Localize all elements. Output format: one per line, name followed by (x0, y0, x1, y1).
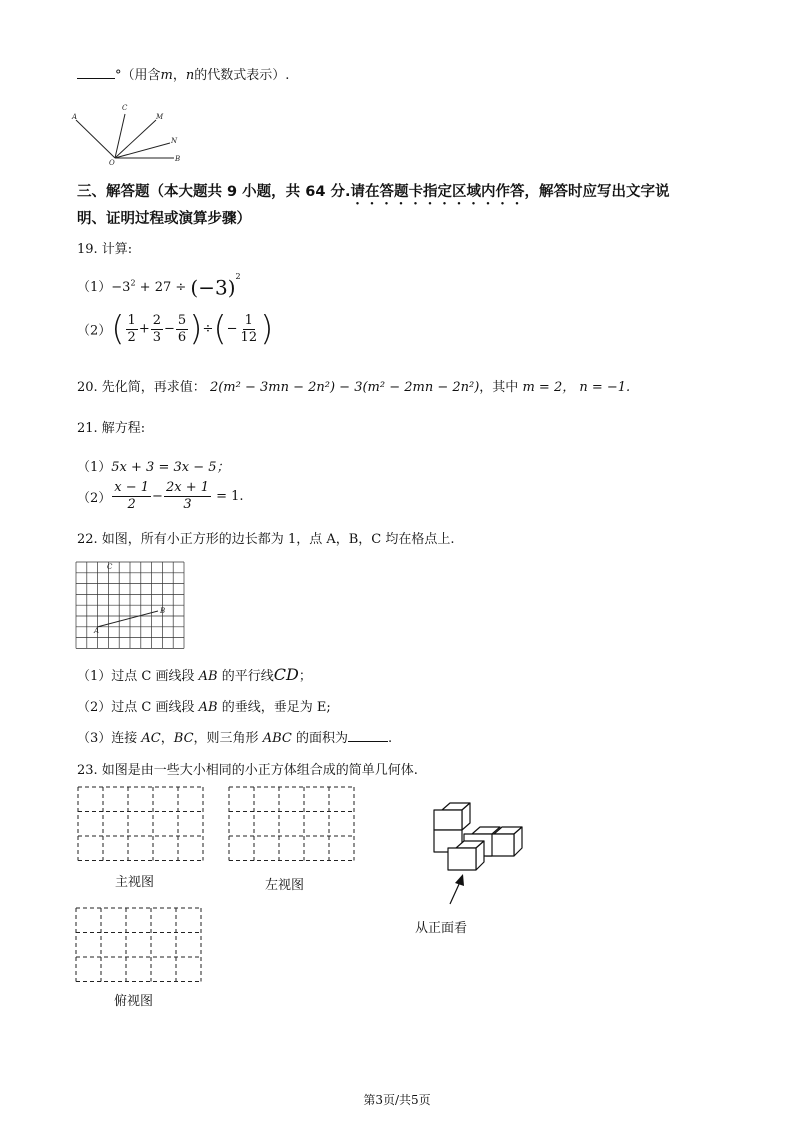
arrow-head (455, 874, 464, 886)
left-view-label: 左视图 (265, 878, 305, 893)
top-view-grid (74, 906, 204, 984)
q23-stem: 23. 如图是由一些大小相同的小正方体组合成的简单几何体. (77, 763, 418, 778)
q19-stem: 19. 计算: (77, 242, 133, 257)
q19-part2: （2）( $\frac{1}{2}$ + $\frac{2}{3}$ − $\frac{5}{6}$ )÷(− $\frac{1}{12}$ ) (77, 309, 274, 349)
view-direction-label: 从正面看 (415, 921, 468, 936)
fraction: $\frac{x - 1}{2}$ (114, 480, 150, 512)
ray-OC (115, 114, 125, 158)
fraction: $\frac{2x + 1}{3}$ (165, 480, 209, 512)
label-C: C (122, 104, 128, 112)
page-footer: 第3页/共5页 (363, 1093, 431, 1107)
label-N: N (171, 137, 178, 145)
answer-blank (77, 66, 115, 79)
label-B: B (160, 607, 166, 615)
label-M: M (156, 113, 164, 121)
front-view-grid (76, 785, 206, 863)
angle-figure (70, 100, 190, 168)
front-view-label: 主视图 (115, 875, 155, 890)
top-view-label: 俯视图 (114, 994, 154, 1009)
fraction: $\frac{1}{2}$ (127, 312, 136, 345)
cube-solid-figure (428, 800, 528, 910)
answer-blank (348, 729, 388, 742)
q22-part2: （2）过点 C 画线段 AB 的垂线，垂足为 E; (77, 700, 331, 715)
label-O: O (109, 159, 115, 167)
cube-face (448, 848, 476, 870)
q18-tail: °（用含m，n的代数式表示）. (77, 64, 289, 83)
view-arrow (450, 882, 460, 904)
q21-stem: 21. 解方程: (77, 421, 146, 436)
grid-figure (74, 560, 186, 650)
q22-part3: （3）连接 AC，BC，则三角形 ABC 的面积为 . (77, 731, 393, 746)
segment-AB (97, 611, 158, 627)
left-view-grid (227, 785, 357, 863)
label-A: A (72, 113, 78, 121)
q21-part1: （1）5x + 3 = 3x − 5； (77, 460, 230, 475)
q19-part1: $(1)-3^2 + 27 \div (-3)^2$ (77, 272, 241, 300)
q21-part2: （2） $\frac{x - 1}{2}$ − $\frac{2x + 1}{3}$ = 1. (77, 480, 244, 512)
fraction: $\frac{2}{3}$ (152, 312, 162, 345)
label-C: C (107, 563, 113, 571)
cube-face (434, 810, 462, 830)
section-title: 三、解答题（本大题共 9 小题，共 64 分.请在答题卡指定区域内作答，解答时应写出文字说 (77, 184, 670, 200)
fraction: $\frac{1}{12}$ (240, 312, 258, 345)
fraction: $\frac{5}{6}$ (177, 312, 187, 345)
q22-stem: 22. 如图，所有小正方形的边长都为 1，点 A，B，C 均在格点上. (77, 532, 455, 547)
label-A: A (94, 627, 100, 635)
q22-part1: （1）过点 C 画线段 AB 的平行线CD； (77, 665, 312, 684)
label-B: B (175, 155, 181, 163)
q20: 20. 先化简，再求值： 2(m² − 3mn − 2n²) − 3(m² − 2mn − 2n²)，其中 m = 2， n = −1. (77, 380, 631, 395)
ray-OA (76, 120, 115, 158)
section-title-line2: 明、证明过程或演算步骤） (77, 211, 251, 227)
